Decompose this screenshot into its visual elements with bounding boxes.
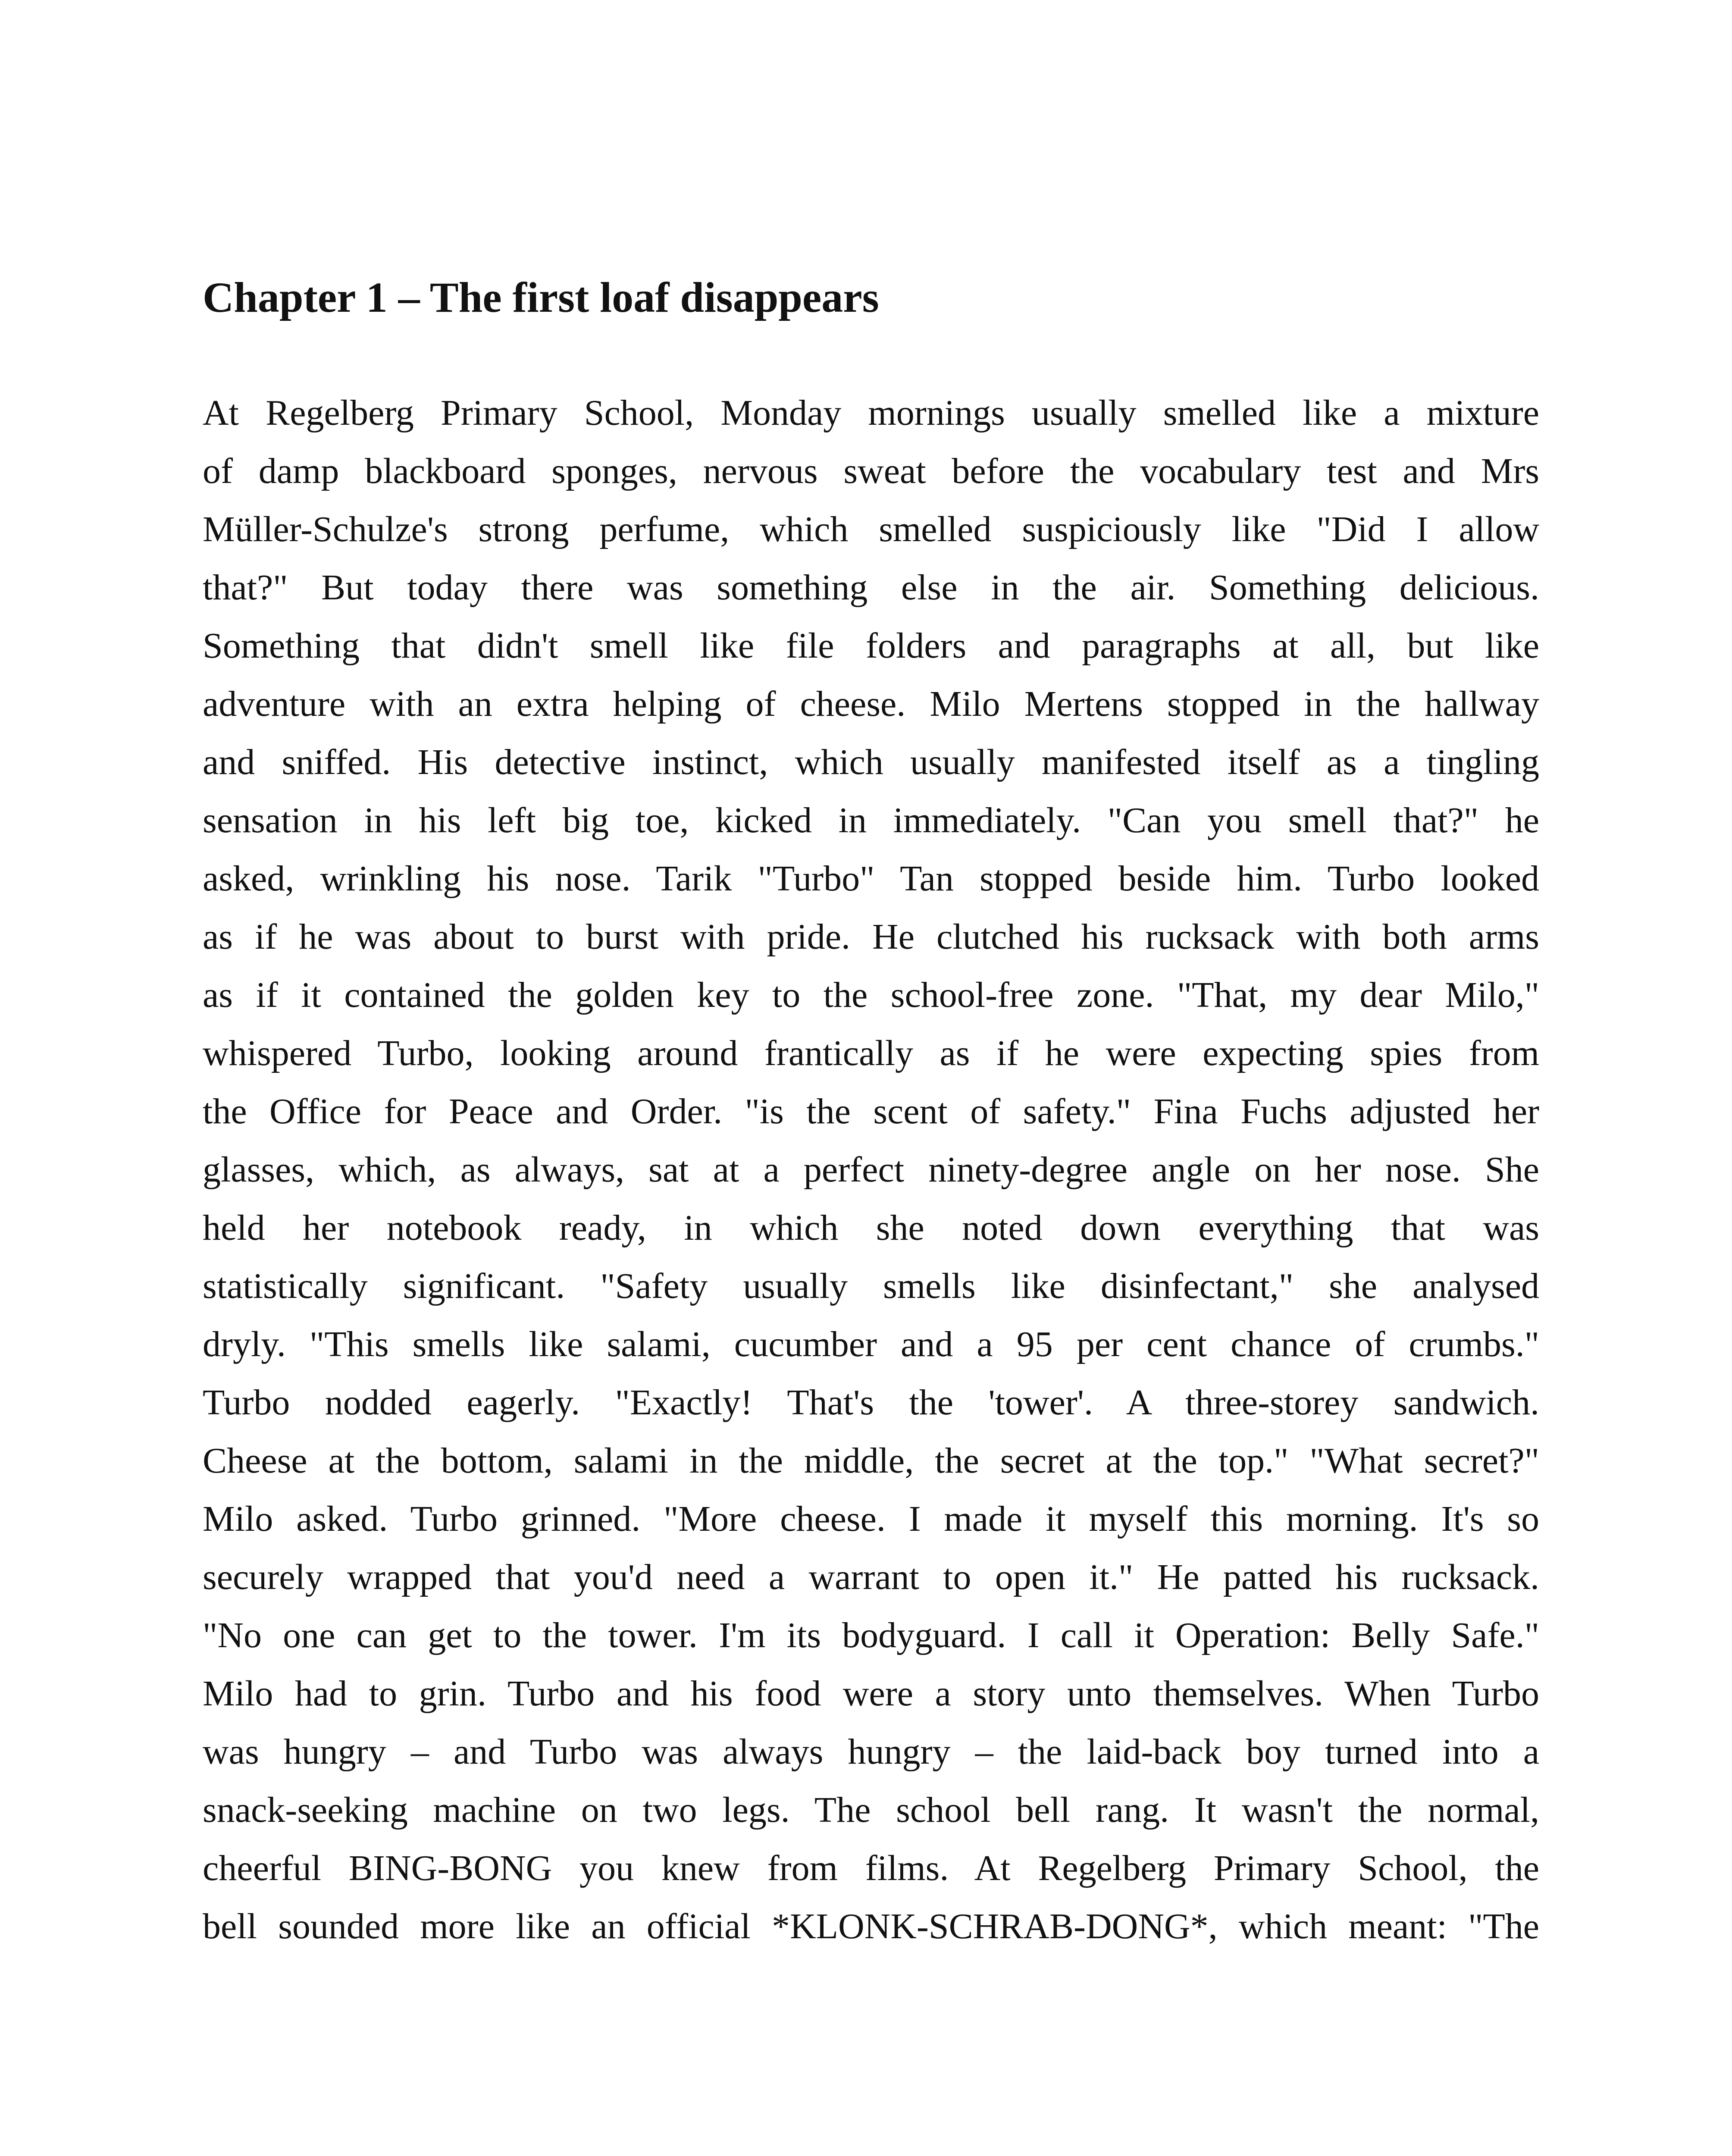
text-line: sensation in his left big toe, kicked in immediately. "Can you smell that?" he [203,800,1539,840]
text-line: adventure with an extra helping of cheese. Milo Mertens stopped in the hallway [203,684,1539,724]
text-line: At Regelberg Primary School, Monday mornings usually smelled like a mixture [203,393,1539,433]
text-line: that?" But today there was something else in the air. Something delicious. [203,567,1539,608]
text-line: whispered Turbo, looking around frantically as if he were expecting spies from [203,1033,1539,1073]
text-line: asked, wrinkling his nose. Tarik "Turbo" Tan stopped beside him. Turbo looked [203,859,1539,899]
text-line: statistically significant. "Safety usually smells like disinfectant," she analysed [203,1266,1539,1306]
text-line: of damp blackboard sponges, nervous sweat before the vocabulary test and Mrs [203,451,1539,491]
chapter-title: Chapter 1 – The first loaf disappears [203,273,879,321]
text-line: glasses, which, as always, sat at a perfect ninety-degree angle on her nose. She [203,1150,1539,1190]
text-line: as if he was about to burst with pride. He clutched his rucksack with both arms [203,917,1539,957]
text-line: Something that didn't smell like file folders and paragraphs at all, but like [203,626,1539,666]
text-line: Cheese at the bottom, salami in the middle, the secret at the top." "What secret?" [203,1441,1539,1481]
text-line: snack-seeking machine on two legs. The school bell rang. It wasn't the normal, [203,1790,1539,1830]
text-line: Milo had to grin. Turbo and his food were a story unto themselves. When Turbo [203,1673,1539,1714]
text-line: Müller-Schulze's strong perfume, which smelled suspiciously like "Did I allow [203,509,1539,549]
text-line: "No one can get to the tower. I'm its bodyguard. I call it Operation: Belly Safe." [203,1615,1539,1655]
text-line: held her notebook ready, in which she noted down everything that was [203,1208,1539,1248]
text-line: dryly. "This smells like salami, cucumber and a 95 per cent chance of crumbs." [203,1324,1539,1364]
text-line: and sniffed. His detective instinct, which usually manifested itself as a tingling [203,742,1539,782]
text-line: cheerful BING-BONG you knew from films. At Regelberg Primary School, the [203,1848,1539,1888]
text-line: bell sounded more like an official *KLONK-SCHRAB-DONG*, which meant: "The [203,1906,1539,1946]
text-line: was hungry – and Turbo was always hungry – the laid-back boy turned into a [203,1732,1539,1772]
body-paragraph [203,384,1539,1955]
text-line: securely wrapped that you'd need a warrant to open it." He patted his rucksack. [203,1557,1539,1597]
text-line: the Office for Peace and Order. "is the scent of safety." Fina Fuchs adjusted her [203,1091,1539,1131]
text-line: as if it contained the golden key to the school-free zone. "That, my dear Milo," [203,975,1539,1015]
text-line: Milo asked. Turbo grinned. "More cheese. I made it myself this morning. It's so [203,1499,1539,1539]
text-line: Turbo nodded eagerly. "Exactly! That's the 'tower'. A three-storey sandwich. [203,1382,1539,1423]
